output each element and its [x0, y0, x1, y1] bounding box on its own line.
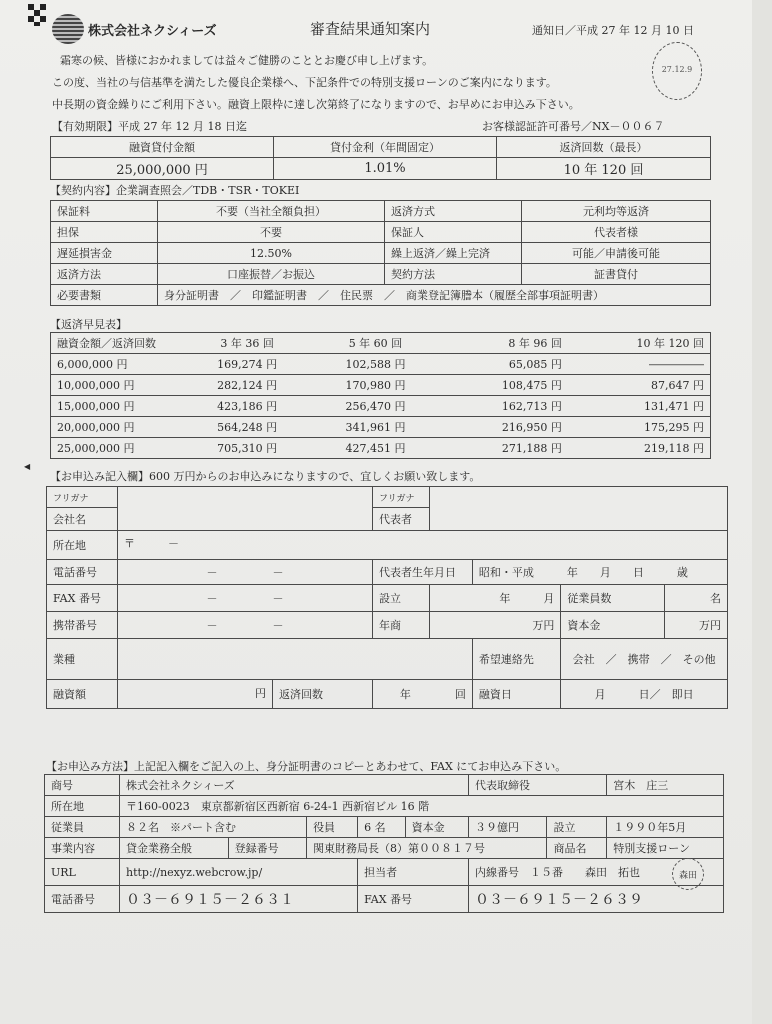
repayment-count-value: 10 年 120 回 — [497, 158, 711, 180]
representative-label: 代表者 — [373, 508, 430, 531]
schedule-header-cell: 融資金額／返済回数 — [51, 333, 184, 354]
company-name-label: 会社名 — [47, 508, 118, 531]
left-arrow-icon: ◀ — [24, 462, 31, 471]
industry-input[interactable] — [118, 639, 473, 680]
trade-name-label: 商号 — [45, 775, 120, 796]
header-repayment-count: 返済回数（最長） — [497, 137, 711, 158]
loan-summary-values — [51, 158, 711, 180]
loan-amount-input[interactable]: 円 — [118, 680, 273, 708]
contract-table — [50, 200, 711, 306]
validity-label: 【有効期限】平成 27 年 12 月 18 日迄 — [52, 120, 247, 133]
document-title: 審査結果通知案内 — [310, 20, 431, 38]
contract-row — [51, 201, 711, 222]
permit-number: お客様認証許可番号／NX－００６７ — [482, 120, 665, 133]
schedule-cell: 131,471 円 — [568, 396, 711, 417]
annual-sales-input[interactable]: 万円 — [430, 612, 561, 639]
intro-line-3: 中長期の資金繰りにご利用下さい。融資上限枠に達し次第終了になりますので、お早めにお申込み下さい。 — [52, 98, 580, 111]
schedule-cell: 162,713 円 — [440, 396, 568, 417]
business-value: 貸金業務全般 — [120, 838, 229, 859]
company-name: 株式会社ネクシィーズ — [88, 24, 217, 39]
schedule-cell: 108,475 円 — [440, 375, 568, 396]
company-phone-value: ０３－６９１５－２６３１ — [120, 886, 358, 913]
phone-input[interactable]: － － — [118, 560, 373, 585]
schedule-cell: 65,085 円 — [440, 354, 568, 375]
schedule-cell: 15,000,000 円 — [51, 396, 184, 417]
schedule-row — [51, 396, 711, 417]
company-capital-value: ３９億円 — [468, 817, 547, 838]
contract-key: 返済方法 — [51, 264, 158, 285]
schedule-cell: 341,961 円 — [311, 417, 439, 438]
company-capital-label: 資本金 — [405, 817, 468, 838]
industry-label: 業種 — [47, 639, 118, 680]
staff-label: 担当者 — [358, 859, 469, 886]
repay-count-input[interactable]: 年 回 — [373, 680, 473, 709]
contract-key: 返済方式 — [385, 201, 522, 222]
company-fax-label: FAX 番号 — [358, 886, 469, 913]
product-label: 商品名 — [547, 838, 607, 859]
staff-value: 内線番号 １５番 森田 拓也 — [468, 859, 723, 886]
schedule-row — [51, 438, 711, 459]
company-info-table — [44, 774, 724, 913]
company-logo-icon — [52, 14, 84, 44]
loan-amount-value: 25,000,000 円 — [51, 158, 274, 180]
established-label: 設立 — [373, 585, 430, 612]
company-employees-value: ８２名 ※パート含む — [120, 817, 307, 838]
contract-key: 契約方法 — [385, 264, 522, 285]
interest-rate-value: 1.01% — [274, 158, 497, 180]
schedule-header-cell: 10 年 120 回 — [568, 333, 711, 354]
company-est-label: 設立 — [547, 817, 607, 838]
rep-birth-input[interactable]: 昭和・平成 年 月 日 歳 — [472, 560, 727, 585]
contract-key: 担保 — [51, 222, 158, 243]
schedule-cell: 25,000,000 円 — [51, 438, 184, 459]
schedule-cell: 175,295 円 — [568, 417, 711, 438]
contract-value: 不要（当社全額負担） — [158, 201, 385, 222]
schedule-cell: 6,000,000 円 — [51, 354, 184, 375]
date-stamp — [652, 42, 702, 100]
schedule-row — [51, 354, 711, 375]
contract-row — [51, 222, 711, 243]
company-phone-label: 電話番号 — [45, 886, 120, 913]
intro-line-2: この度、当社の与信基準を満たした優良企業様へ、下記条件での特別支援ローンのご案内になります。 — [52, 76, 557, 89]
application-form — [46, 486, 728, 709]
company-address-label: 所在地 — [45, 796, 120, 817]
contract-value: 可能／申請後可能 — [522, 243, 711, 264]
contract-row — [51, 264, 711, 285]
stamp-date: 27.12.9 — [661, 65, 693, 74]
schedule-cell: 282,124 円 — [183, 375, 311, 396]
schedule-cell: 705,310 円 — [183, 438, 311, 459]
schedule-row — [51, 375, 711, 396]
schedule-header-cell: 5 年 60 回 — [311, 333, 439, 354]
company-est-value: １９９０年5月 — [607, 817, 724, 838]
ceo-label: 代表取締役 — [468, 775, 606, 796]
contract-key: 繰上返済／繰上完済 — [385, 243, 522, 264]
notice-date: 通知日／平成 27 年 12 月 10 日 — [532, 24, 694, 37]
application-label: 【お申込み記入欄】600 万円からのお申込みになりますので、宜しくお願い致します。 — [50, 470, 481, 483]
schedule-cell: 216,950 円 — [440, 417, 568, 438]
schedule-cell: 271,188 円 — [440, 438, 568, 459]
address-label: 所在地 — [47, 531, 118, 560]
schedule-label: 【返済早見表】 — [50, 318, 127, 331]
schedule-cell: 169,274 円 — [183, 354, 311, 375]
contract-key: 保証料 — [51, 201, 158, 222]
schedule-cell: 170,980 円 — [311, 375, 439, 396]
contract-value: 元利均等返済 — [522, 201, 711, 222]
schedule-header-cell: 8 年 96 回 — [440, 333, 568, 354]
schedule-cell: 427,451 円 — [311, 438, 439, 459]
contract-row — [51, 243, 711, 264]
schedule-header-cell: 3 年 36 回 — [183, 333, 311, 354]
header-loan-amount: 融資貸付金額 — [51, 137, 274, 158]
registration-label: 登録番号 — [228, 838, 306, 859]
contract-value: 不要 — [158, 222, 385, 243]
address-input[interactable]: 〒 － — [118, 531, 728, 560]
schedule-cell: 256,470 円 — [311, 396, 439, 417]
schedule-header — [51, 333, 711, 354]
loan-summary-table — [50, 136, 711, 180]
business-label: 事業内容 — [45, 838, 120, 859]
repay-count-label: 返済回数 — [279, 688, 323, 701]
contract-label: 【契約内容】企業調査照会／TDB・TSR・TOKEI — [50, 184, 300, 197]
schedule-cell: 10,000,000 円 — [51, 375, 184, 396]
schedule-cell: ――――― — [568, 354, 711, 375]
url-label: URL — [45, 859, 120, 886]
phone-label: 電話番号 — [47, 560, 118, 585]
trade-name-value: 株式会社ネクシィーズ — [120, 775, 469, 796]
loan-amount-label: 融資額 — [47, 680, 118, 709]
contract-key: 遅延損害金 — [51, 243, 158, 264]
officers-label: 役員 — [307, 817, 358, 838]
company-fax-value: ０３－６９１５－２６３９ — [468, 886, 723, 913]
schedule-cell: 87,647 円 — [568, 375, 711, 396]
employees-label: 従業員数 — [561, 585, 664, 612]
loan-date-label: 融資日 — [472, 680, 560, 709]
schedule-cell: 564,248 円 — [183, 417, 311, 438]
mobile-label: 携帯番号 — [47, 612, 118, 639]
checker-mark-icon — [28, 4, 46, 26]
established-input[interactable]: 年 月 — [430, 585, 561, 612]
schedule-row — [51, 417, 711, 438]
company-employees-label: 従業員 — [45, 817, 120, 838]
contract-value: 12.50% — [158, 243, 385, 264]
intro-line-1: 霜寒の候、皆様におかれましては益々ご健勝のこととお慶び申し上げます。 — [60, 54, 434, 67]
capital-input[interactable]: 万円 — [664, 612, 727, 639]
ceo-value: 宮木 庄三 — [607, 775, 724, 796]
contact-pref-input[interactable]: 会社 ／ 携帯 ／ その他 — [561, 639, 728, 680]
header-interest-rate: 貸付金利（年間固定） — [274, 137, 497, 158]
annual-sales-label: 年商 — [373, 612, 430, 639]
contract-key: 保証人 — [385, 222, 522, 243]
company-name-input[interactable] — [118, 487, 373, 531]
contract-row — [51, 285, 711, 306]
registration-value: 関東財務局長（8）第００８１７号 — [307, 838, 547, 859]
loan-summary-header — [51, 137, 711, 158]
method-label: 【お申込み方法】上記記入欄をご記入の上、身分証明書のコピーとあわせて、FAX にてお申込み下さい。 — [46, 760, 567, 773]
loan-amount-group[interactable] — [118, 680, 373, 709]
personal-seal-stamp — [672, 858, 704, 890]
schedule-cell: 20,000,000 円 — [51, 417, 184, 438]
representative-input[interactable] — [430, 487, 728, 531]
officers-value: 6 名 — [358, 817, 406, 838]
loan-date-input[interactable]: 月 日／ 即日 — [561, 680, 728, 709]
rep-birth-label: 代表者生年月日 — [373, 560, 473, 585]
schedule-cell: 219,118 円 — [568, 438, 711, 459]
furigana-label: フリガナ — [373, 487, 430, 508]
seal-text: 森田 — [678, 871, 697, 881]
product-value: 特別支援ローン — [607, 838, 724, 859]
furigana-label: フリガナ — [47, 487, 118, 508]
employees-input[interactable]: 名 — [664, 585, 727, 612]
schedule-cell: 102,588 円 — [311, 354, 439, 375]
contract-value: 口座振替／お振込 — [158, 264, 385, 285]
required-docs-value: 身分証明書 ／ 印鑑証明書 ／ 住民票 ／ 商業登記簿謄本（履歴全部事項証明書） — [158, 285, 711, 306]
schedule-cell: 423,186 円 — [183, 396, 311, 417]
fax-label: FAX 番号 — [47, 585, 118, 612]
fax-input[interactable]: － － — [118, 585, 373, 612]
url-value[interactable]: http://nexyz.webcrow.jp/ — [120, 859, 358, 886]
repayment-schedule-table — [50, 332, 711, 459]
mobile-input[interactable]: － － — [118, 612, 373, 639]
page-edge — [752, 0, 772, 1024]
company-address-value: 〒160-0023 東京都新宿区西新宿 6-24-1 西新宿ビル 16 階 — [120, 796, 724, 817]
capital-label: 資本金 — [561, 612, 664, 639]
contact-pref-label: 希望連絡先 — [472, 639, 560, 680]
required-docs-label: 必要書類 — [51, 285, 158, 306]
contract-value: 代表者様 — [522, 222, 711, 243]
contract-value: 証書貸付 — [522, 264, 711, 285]
